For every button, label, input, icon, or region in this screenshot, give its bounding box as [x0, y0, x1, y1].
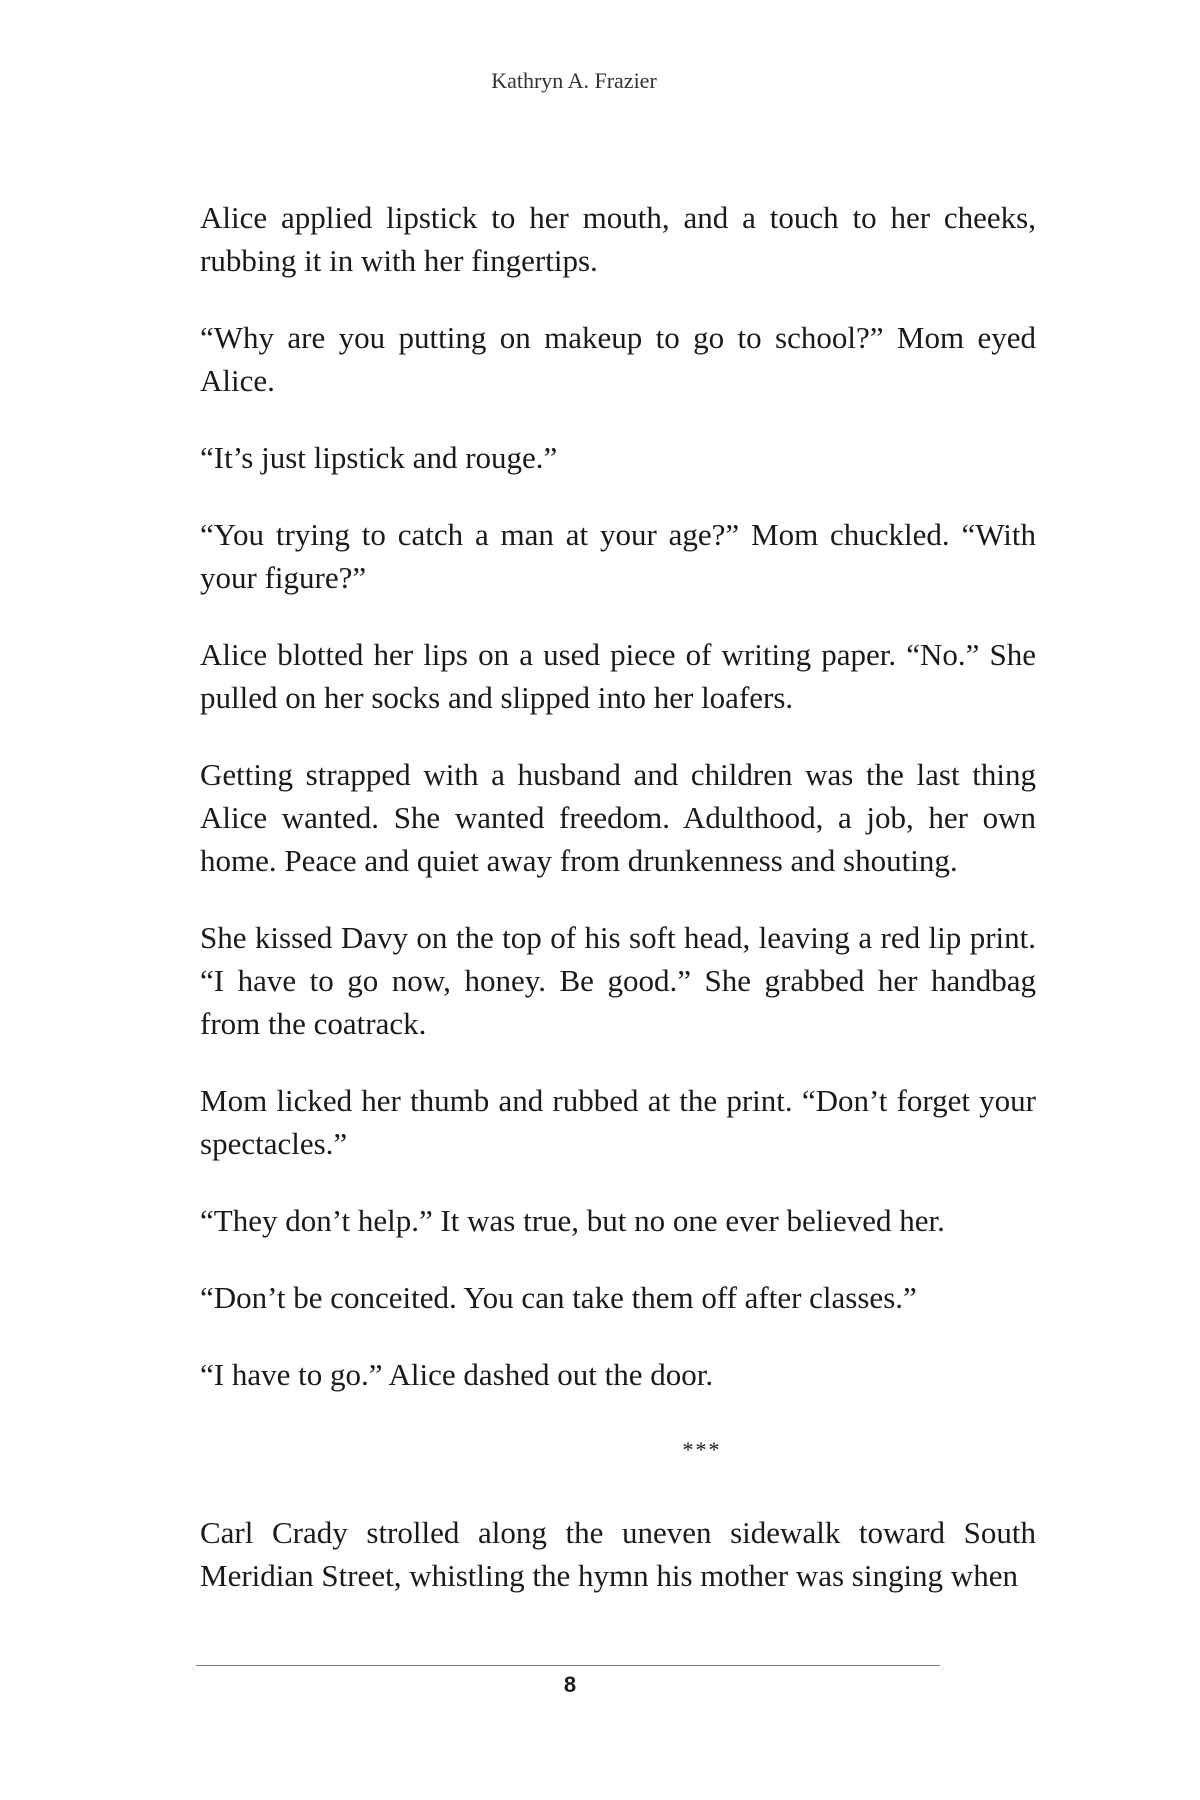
paragraph: “Why are you putting on makeup to go to school?” Mom eyed Alice.: [200, 320, 1036, 398]
body-text: [200, 196, 1036, 1631]
paragraph: “You trying to catch a man at your age?” Mom chuckled. “With your figure?”: [200, 517, 1036, 595]
footer-divider: [196, 1665, 940, 1666]
paragraph: “It’s just lipstick and rouge.”: [200, 440, 558, 475]
paragraph: “I have to go.” Alice dashed out the door.: [200, 1357, 714, 1392]
paragraph: Alice blotted her lips on a used piece of writing paper. “No.” She pulled on her socks and slipped into her loafers.: [200, 637, 1036, 715]
paragraph: Carl Crady strolled along the uneven sidewalk toward South Meridian Street, whistling the hymn his mother was singing when: [200, 1515, 1036, 1593]
paragraph: Getting strapped with a husband and children was the last thing Alice wanted. She wanted freedom. Adulthood, a job, her own home. Peace and quiet away from drunkenness and shouting.: [200, 757, 1036, 878]
running-header-author: Kathryn A. Frazier: [491, 68, 657, 93]
paragraph: She kissed Davy on the top of his soft head, leaving a red lip print. “I have to go now, honey. Be good.” She grabbed her handbag from the coatrack.: [200, 920, 1036, 1041]
scene-break: ***: [682, 1437, 722, 1462]
paragraph: Alice applied lipstick to her mouth, and a touch to her cheeks, rubbing it in with her fingertips.: [200, 200, 1036, 278]
paragraph: “They don’t help.” It was true, but no one ever believed her.: [200, 1203, 945, 1238]
paragraph: Mom licked her thumb and rubbed at the print. “Don’t forget your spectacles.”: [200, 1083, 1036, 1161]
page-number: 8: [563, 1672, 577, 1697]
paragraph: “Don’t be conceited. You can take them off after classes.”: [200, 1280, 917, 1315]
